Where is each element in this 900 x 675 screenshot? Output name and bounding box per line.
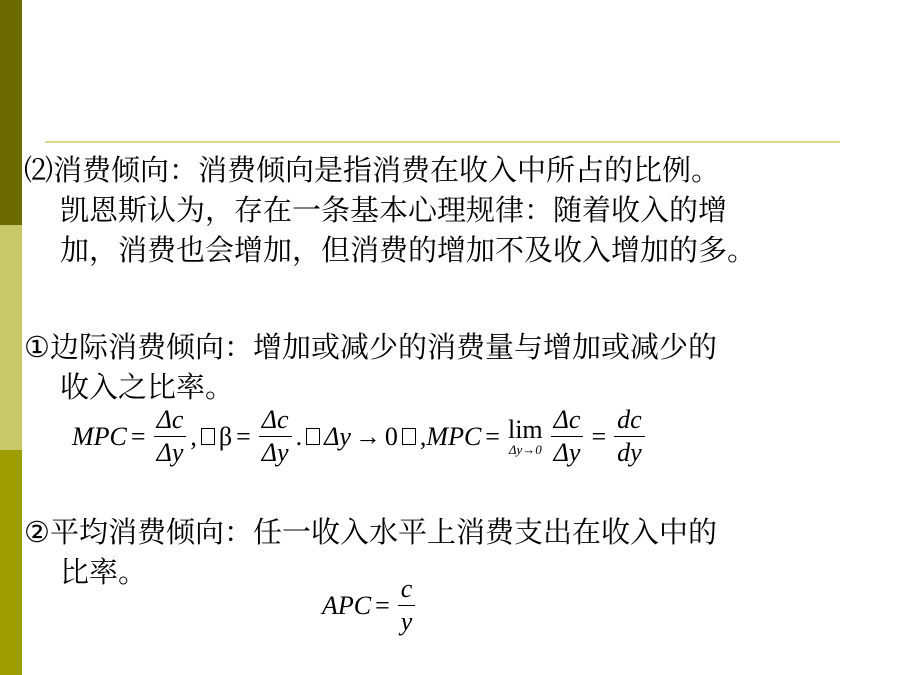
apc-bar: [398, 605, 416, 606]
apc-formula: [322, 575, 419, 636]
sidebar-segment-bottom: [0, 450, 22, 675]
item-marginal-propensity: [24, 327, 717, 407]
missing-glyph-2: [306, 428, 320, 445]
section-line-3: 加，消费也会增加，但消费的增加不及收入增加的多。: [60, 233, 757, 267]
item2-line-1: [24, 512, 717, 552]
item2-line-1-text: 平均消费倾向：任一收入水平上消费支出在收入中的: [50, 515, 718, 549]
apc-denominator: y: [400, 607, 413, 636]
item1-line-1: [24, 327, 717, 367]
delta-y: Δy: [324, 421, 351, 451]
item1-line-1-text: 边际消费倾向：增加或减少的消费量与增加或减少的: [50, 330, 718, 364]
sidebar-segment-middle: [0, 225, 22, 450]
sidebar-segment-top: [0, 0, 22, 225]
apc-fraction: [398, 575, 416, 636]
frac3-bar: [551, 436, 584, 437]
frac2-numerator: Δc: [261, 405, 289, 434]
formula-dot: .: [295, 421, 303, 451]
missing-glyph-1: [201, 428, 215, 445]
section-line-2: 凯恩斯认为，存在一条基本心理规律：随着收入的增: [60, 193, 728, 227]
mpc-formula: [72, 406, 649, 467]
mpc-fraction-3: [551, 406, 584, 467]
apc-lhs: APC: [322, 590, 372, 620]
sidebar-accent: [0, 0, 22, 675]
limit-operator: [507, 414, 543, 457]
frac1-denominator: Δy: [156, 438, 184, 467]
mpc-fraction-1: [154, 406, 187, 467]
frac2-bar: [259, 436, 292, 437]
mpc-lhs-2: MPC: [426, 421, 482, 451]
mpc-equals-3: =: [591, 421, 607, 451]
mpc-fraction-4: [614, 406, 645, 467]
missing-glyph-3: [402, 428, 416, 445]
frac4-numerator: dc: [617, 405, 642, 434]
frac4-denominator: dy: [617, 438, 642, 467]
frac4-bar: [614, 436, 645, 437]
mpc-comma-1: ,: [190, 421, 197, 451]
item1-marker: ①: [24, 330, 50, 364]
frac1-bar: [154, 436, 187, 437]
section-line-1-text: 消费倾向：消费倾向是指消费在收入中所占的比例。: [53, 153, 721, 187]
tends-to-arrow: →: [354, 421, 381, 451]
mpc-fraction-2: [259, 406, 292, 467]
title-divider: [45, 141, 840, 143]
apc-equals: =: [375, 590, 390, 620]
frac3-denominator: Δy: [553, 438, 581, 467]
mpc-equals: =: [130, 421, 146, 451]
item2-marker: ②: [24, 515, 50, 549]
mpc-lhs: MPC: [72, 421, 127, 451]
item2-line-2: 比率。: [60, 555, 148, 589]
frac2-denominator: Δy: [261, 438, 289, 467]
frac3-numerator: Δc: [553, 405, 581, 434]
beta-equals: =: [236, 421, 251, 451]
mpc-comma-2: ,: [419, 421, 427, 451]
item1-line-2: 收入之比率。: [60, 370, 235, 404]
mpc-equals-2: =: [485, 421, 500, 451]
limit-subscript: Δy→0: [508, 441, 542, 457]
section-line-1: [24, 150, 756, 190]
limit-text: lim: [507, 414, 543, 444]
beta-symbol: β: [218, 421, 233, 451]
zero: 0: [384, 421, 398, 451]
frac1-numerator: Δc: [156, 405, 184, 434]
apc-numerator: c: [400, 574, 413, 603]
section-consumption-propensity: [24, 150, 756, 270]
section-marker: ⑵: [24, 153, 54, 187]
